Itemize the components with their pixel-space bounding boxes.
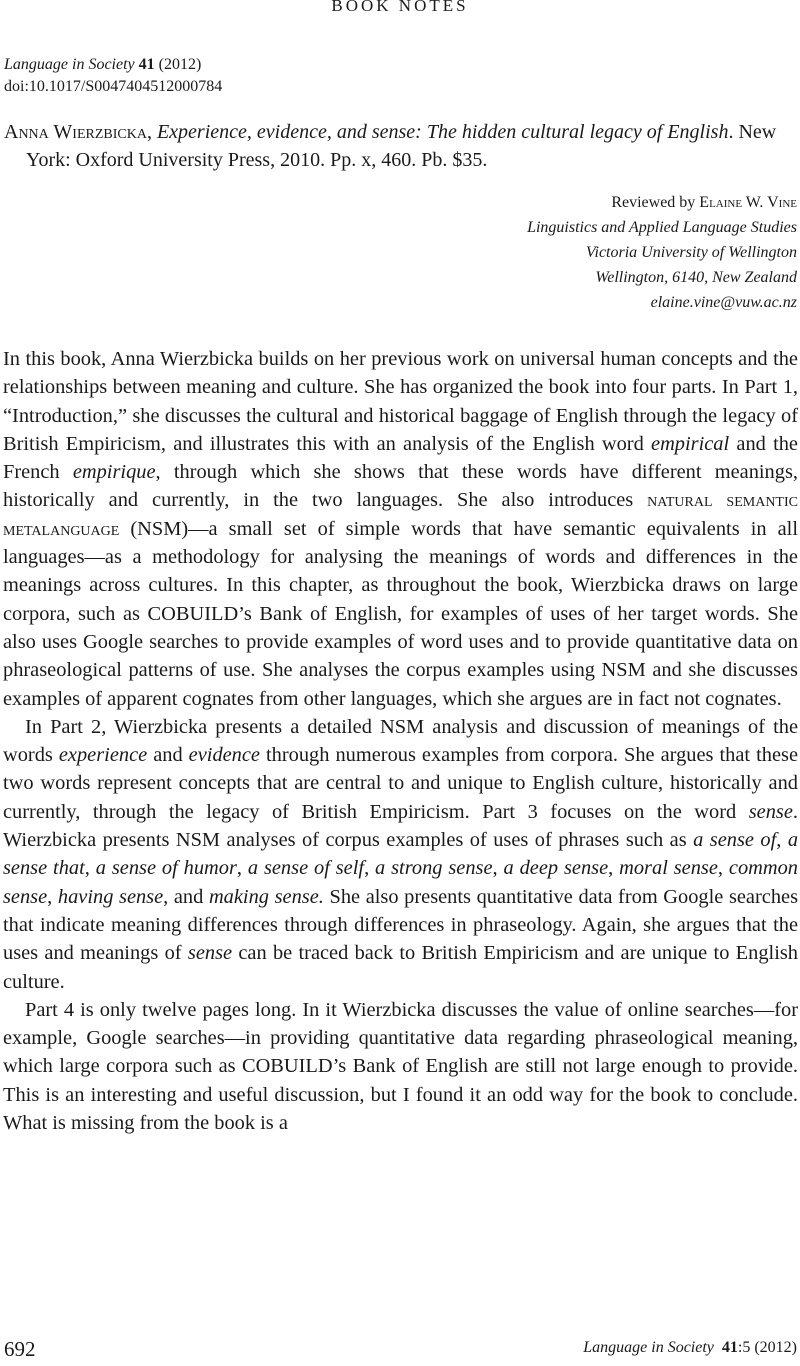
p2-phrase: moral sense bbox=[619, 857, 718, 880]
footer-volume: 41 bbox=[721, 1339, 738, 1356]
journal-name: Language in Society bbox=[4, 56, 135, 73]
paragraph-1 bbox=[3, 345, 798, 713]
p2-sep: , bbox=[236, 857, 248, 880]
reviewer-email[interactable]: elaine.vine@vuw.ac.nz bbox=[650, 294, 797, 311]
book-author: Anna Wierzbicka bbox=[4, 121, 147, 143]
paragraph-3: Part 4 is only twelve pages long. In it Wierzbicka discusses the value of online searches—for example, Google searches—in providing quantitative data regarding phraseological meaning, which large corpora such as COBUILD’s Bank of English are still not large enough to provide. This is an interesting and useful discussion, but I found it an odd way for the book to conclude. What is missing from the book is a bbox=[3, 998, 798, 1135]
p2-phrase: making sense. bbox=[208, 885, 324, 908]
p1-text-1: In this book, Anna Wierzbicka builds on her previous work on universal human concepts and the relationships between meaning and culture. She has organized the book into four parts. In Part 1, “Introduction,” she discusses the cultural and historical baggage of English through the legacy of British Empiricism, and illustrates this with an analysis of the English word bbox=[3, 348, 798, 455]
p2-term-experience: experience bbox=[58, 744, 148, 767]
reviewer-prefix: Reviewed by bbox=[611, 194, 700, 211]
reviewer-department: Linguistics and Applied Language Studies bbox=[527, 219, 797, 236]
p2-term-sense: sense bbox=[748, 800, 793, 823]
footer-journal-name: Language in Society bbox=[583, 1339, 714, 1356]
p1-text-2: and the French bbox=[3, 432, 798, 484]
p2-text-1: In Part 2, Wierzbicka presents a detailed NSM analysis and discussion of meanings of the words bbox=[3, 715, 798, 767]
p2-phrase: common sense bbox=[3, 857, 798, 908]
p2-phrase: a sense of self bbox=[247, 857, 365, 880]
p2-text-6: can be traced back to British Empiricism and are unique to English culture. bbox=[3, 942, 798, 993]
p2-term-evidence: evidence bbox=[188, 744, 260, 767]
p2-sep: , bbox=[364, 857, 376, 880]
p2-phrase: a sense that bbox=[3, 829, 799, 880]
p1-term-empirical: empirical bbox=[651, 432, 730, 455]
publication-info: . New York: Oxford University Press, 2010. Pp. x, 460. Pb. $35. bbox=[26, 121, 777, 171]
p2-phrase: a sense of humor bbox=[95, 857, 237, 880]
p2-sep: , and bbox=[163, 885, 209, 908]
p1-term-nsm: natural semantic metalanguage bbox=[3, 489, 798, 540]
p2-text-2: and bbox=[147, 744, 189, 767]
p2-text-3: through numerous examples from corpora. She argues that these two words represent concepts that are central to and unique to English culture, historically and currently, through the legacy of British Empiricism. Part 3 focuses on the word bbox=[3, 744, 798, 823]
reviewer-name: Elaine W. Vine bbox=[699, 194, 797, 211]
paragraph-2 bbox=[3, 713, 798, 996]
journal-year: (2012) bbox=[158, 56, 202, 73]
reviewer-university: Victoria University of Wellington bbox=[585, 244, 797, 261]
p2-term-sense-2: sense bbox=[187, 942, 233, 965]
p1-term-empirique: empirique bbox=[72, 461, 156, 484]
reviewer-address: Wellington, 6140, New Zealand bbox=[595, 269, 797, 286]
p2-sep: , bbox=[717, 857, 729, 880]
book-title: Experience, evidence, and sense: The hidden cultural legacy of English bbox=[156, 121, 729, 143]
p1-text-3: , through which she shows that these words have different meanings, historically and currently, in the two languages. She also introduces bbox=[3, 461, 798, 512]
p2-phrase: a deep sense bbox=[503, 857, 609, 880]
doi: doi:10.1017/S0047404512000784 bbox=[4, 78, 223, 95]
p1-text-4: (NSM)—a small set of simple words that have semantic equivalents in all languages—as a methodology for analysing the meanings of words and differences in the meanings across cultures. In this chapter, as throughout the book, Wierzbicka draws on large corpora, such as COBUILD’s Bank of English, for examples of uses of her target words. She also uses Google searches to provide examples of word uses and to provide quantitative data on phraseological patterns of use. She analyses the corpus examples using NSM and she discusses examples of apparent cognates from other languages, which she argues are in fact not cognates. bbox=[3, 517, 798, 710]
running-head: BOOK NOTES bbox=[331, 0, 469, 15]
p2-sep: , bbox=[47, 885, 58, 908]
reviewer-block bbox=[527, 190, 797, 315]
p2-sep: , bbox=[608, 857, 620, 880]
p2-sep: , bbox=[492, 857, 504, 880]
journal-meta bbox=[4, 54, 222, 98]
review-body bbox=[3, 345, 798, 1137]
footer-citation bbox=[583, 1339, 797, 1357]
book-citation bbox=[4, 118, 800, 174]
p2-sep: , bbox=[776, 829, 788, 852]
p2-text-5: She also presents quantitative data from Google searches that indicate meaning differences through differences in phraseology. Again, she argues that the uses and meanings of bbox=[3, 885, 798, 965]
p2-text-4: . Wierzbicka presents NSM analyses of corpus examples of uses of phrases such as bbox=[3, 800, 798, 852]
p2-phrase: a sense of bbox=[693, 829, 777, 852]
reviewer-line bbox=[527, 190, 797, 215]
journal-volume: 41 bbox=[138, 56, 155, 73]
p2-phrase: having sense bbox=[57, 885, 164, 908]
page-footer bbox=[4, 1337, 797, 1363]
page-number: 692 bbox=[4, 1337, 36, 1361]
journal-citation-line bbox=[4, 54, 222, 76]
citation-line: Anna Wierzbicka, Experience, evidence, and sense: The hidden cultural legacy of English. New York: Oxford University Press, 2010. Pp. x, 460. Pb. $35. bbox=[4, 121, 777, 171]
p2-phrase: a strong sense bbox=[375, 857, 493, 880]
p2-sep: , bbox=[84, 857, 96, 880]
footer-issue-year: :5 (2012) bbox=[737, 1339, 797, 1356]
